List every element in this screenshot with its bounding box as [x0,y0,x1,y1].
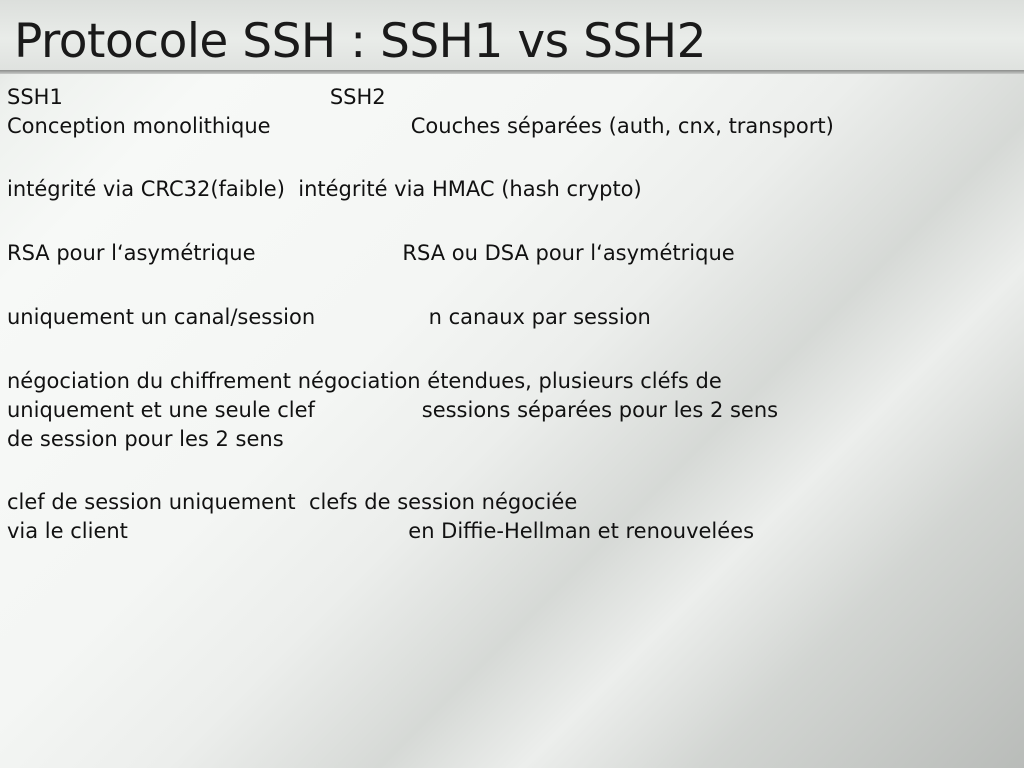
line-canaux: uniquement un canal/session n canaux par session [7,305,651,329]
line-negociation-2: uniquement et une seule clef sessions séparées pour les 2 sens [7,398,779,422]
slide-title: Protocole SSH : SSH1 vs SSH2 [14,14,706,69]
line-clef-session-1: clef de session uniquement clefs de session négociée [7,490,578,514]
line-headers: SSH1 SSH2 [7,85,386,109]
title-divider [0,70,1024,74]
line-asymetrique: RSA pour l‘asymétrique RSA ou DSA pour l‘asymétrique [7,241,735,265]
line-integrite: intégrité via CRC32(faible) intégrité via HMAC (hash crypto) [7,177,642,201]
line-negociation-3: de session pour les 2 sens [7,427,284,451]
line-clef-session-2: via le client en Diffie-Hellman et renouvelées [7,519,755,543]
line-conception: Conception monolithique Couches séparées (auth, cnx, transport) [7,114,834,138]
line-negociation-1: négociation du chiffrement négociation étendues, plusieurs cléfs de [7,369,722,393]
title-bar [0,0,1024,70]
